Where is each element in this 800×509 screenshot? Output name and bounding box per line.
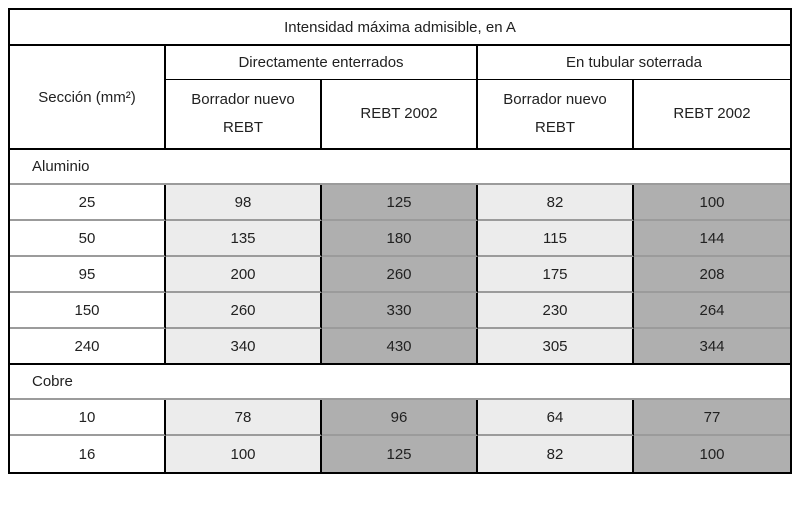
seccion-value: 16 <box>10 436 166 472</box>
intensity-value: 208 <box>634 257 790 293</box>
intensity-value: 96 <box>322 400 478 436</box>
column-header-borrador-nuevo-rebt-2: Borrador nuevo REBT <box>478 80 634 150</box>
intensity-value: 330 <box>322 293 478 329</box>
intensity-value: 344 <box>634 329 790 365</box>
intensity-value: 305 <box>478 329 634 365</box>
intensity-value: 260 <box>166 293 322 329</box>
intensity-value: 175 <box>478 257 634 293</box>
section-label-aluminio: Aluminio <box>10 150 790 185</box>
intensity-value: 64 <box>478 400 634 436</box>
table-row <box>10 400 790 436</box>
column-group-directamente-enterrados: Directamente enterrados <box>166 46 478 80</box>
column-header-rebt-2002-1: REBT 2002 <box>322 80 478 150</box>
table-row <box>10 257 790 293</box>
seccion-value: 25 <box>10 185 166 221</box>
intensity-value: 82 <box>478 436 634 472</box>
seccion-value: 240 <box>10 329 166 365</box>
seccion-value: 50 <box>10 221 166 257</box>
column-header-borrador-nuevo-rebt-1: Borrador nuevo REBT <box>166 80 322 150</box>
intensity-value: 144 <box>634 221 790 257</box>
title-row <box>10 10 790 46</box>
table-title: Intensidad máxima admisible, en A <box>10 10 790 46</box>
group-header-row <box>10 46 790 80</box>
intensity-value: 125 <box>322 185 478 221</box>
intensity-value: 77 <box>634 400 790 436</box>
seccion-value: 10 <box>10 400 166 436</box>
intensity-value: 180 <box>322 221 478 257</box>
intensity-value: 430 <box>322 329 478 365</box>
intensity-value: 100 <box>634 436 790 472</box>
column-header-rebt-2002-2: REBT 2002 <box>634 80 790 150</box>
intensity-value: 125 <box>322 436 478 472</box>
intensity-value: 340 <box>166 329 322 365</box>
intensity-value: 260 <box>322 257 478 293</box>
table-row <box>10 293 790 329</box>
table-row <box>10 221 790 257</box>
intensity-value: 98 <box>166 185 322 221</box>
table-row <box>10 436 790 472</box>
seccion-value: 95 <box>10 257 166 293</box>
intensity-value: 115 <box>478 221 634 257</box>
intensity-value: 100 <box>634 185 790 221</box>
intensity-table <box>8 8 792 474</box>
table-row <box>10 185 790 221</box>
column-group-en-tubular-soterrada: En tubular soterrada <box>478 46 790 80</box>
table-row <box>10 329 790 365</box>
intensity-value: 82 <box>478 185 634 221</box>
table-body <box>10 150 790 472</box>
intensity-value: 78 <box>166 400 322 436</box>
intensity-value: 230 <box>478 293 634 329</box>
intensity-value: 264 <box>634 293 790 329</box>
section-row-cobre <box>10 365 790 400</box>
intensity-value: 200 <box>166 257 322 293</box>
intensity-value: 100 <box>166 436 322 472</box>
column-header-seccion: Sección (mm²) <box>10 46 166 150</box>
section-row-aluminio <box>10 150 790 185</box>
seccion-value: 150 <box>10 293 166 329</box>
intensity-value: 135 <box>166 221 322 257</box>
section-label-cobre: Cobre <box>10 365 790 400</box>
